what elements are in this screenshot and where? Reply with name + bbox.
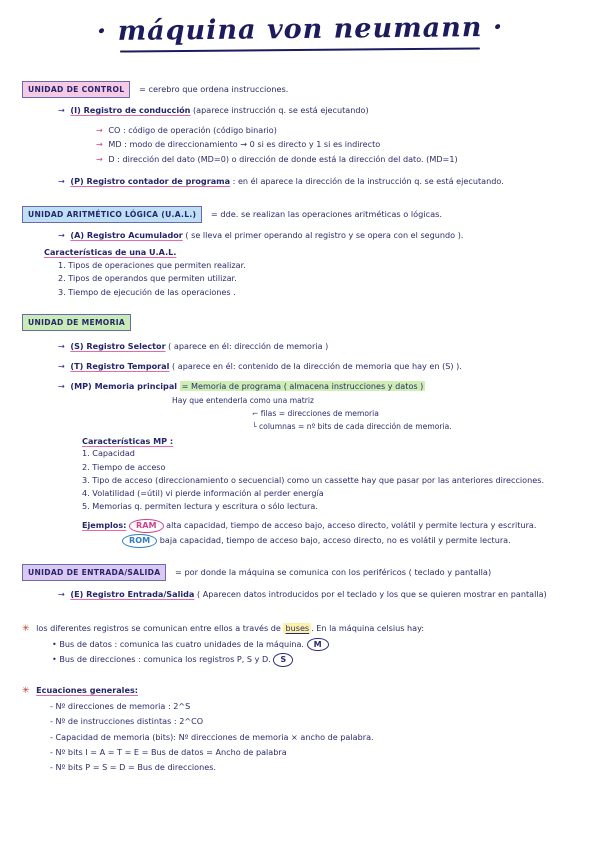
control-item-p-detail: : en él aparece la dirección de la instrucción q. se está ejecutando.	[232, 175, 504, 186]
equations-block	[22, 685, 578, 698]
memory-item-mp	[58, 381, 578, 393]
memory-matrix-rows: ⌐ filas = direcciones de memoria	[252, 408, 379, 418]
buses-intro-post: . En la máquina celsius hay:	[311, 622, 425, 633]
section-io	[22, 564, 578, 581]
control-sub-d-text: D : dirección del dato (MD=0) o dirección de donde está la dirección del dato. (MD=1)	[108, 154, 458, 165]
alu-item-a-detail: ( se lleva el primer operando al registro y se opera con el segundo ).	[185, 229, 464, 240]
equation-4: - Nº bits I = A = T = E = Bus de datos = Ancho de palabra	[50, 746, 287, 757]
alu-item-a-label: (A) Registro Acumulador	[70, 229, 183, 240]
alu-char-3: 3. Tiempo de ejecución de las operaciones .	[58, 286, 236, 297]
control-sub-co	[96, 125, 578, 137]
section-alu	[22, 206, 578, 223]
memory-char-3: 3. Tipo de acceso (direccionamiento o secuencial) como un cassette hay que pasar por las anteriores direcciones.	[82, 474, 545, 485]
section-memory	[22, 314, 578, 331]
alu-characteristics-title: Características de una U.A.L.	[44, 247, 177, 258]
memory-example-ram-text: alta capacidad, tiempo de acceso bajo, acceso directo, volátil y permite lectura y escritura.	[166, 519, 537, 530]
alu-char-2: 2. Tipos de operandos que permiten utilizar.	[58, 273, 237, 284]
alu-characteristics-list	[58, 260, 578, 298]
memory-char-1: 1. Capacidad	[82, 448, 135, 459]
badge-bus-datos: M	[307, 638, 329, 652]
star-icon: ✳	[22, 686, 30, 697]
equation-5: - Nº bits P = S = D = Bus de direcciones.	[50, 762, 216, 773]
badge-unidad-control: UNIDAD DE CONTROL	[22, 81, 130, 98]
bus-direcciones: • Bus de direcciones : comunica los registros P, S y D. S	[52, 653, 578, 667]
control-sub-d	[96, 154, 578, 166]
equation-2: - Nº de instrucciones distintas : 2^CO	[50, 716, 204, 727]
arrow-icon: →	[58, 341, 65, 352]
memory-examples-row-ram	[82, 519, 578, 533]
memory-matrix-note	[172, 395, 578, 432]
badge-rom: ROM	[122, 534, 157, 548]
memory-examples-label: Ejemplos:	[82, 519, 127, 530]
memory-characteristics-list	[82, 448, 578, 513]
alu-definition: = dde. se realizan las operaciones aritméticas o lógicas.	[210, 208, 442, 219]
memory-matrix-cols: └ columnas = nº bits de cada dirección de memoria.	[252, 421, 452, 431]
io-definition: = por donde la máquina se comunica con los periféricos ( teclado y pantalla)	[174, 566, 492, 577]
control-sub-md-text: MD : modo de direccionamiento → 0 si es directo y 1 si es indirecto	[108, 139, 381, 150]
badge-unidad-memoria: UNIDAD DE MEMORIA	[22, 314, 131, 331]
memory-char-2: 2. Tiempo de acceso	[82, 461, 166, 472]
memory-item-mp-detail: = Memoria de programa ( almacena instrucciones y datos )	[181, 380, 424, 391]
equations-list	[50, 701, 578, 774]
equations-title: Ecuaciones generales:	[36, 685, 139, 696]
badge-ram: RAM	[129, 519, 164, 533]
memory-characteristics-title: Características MP :	[82, 435, 174, 446]
memory-matrix-intro: Hay que entenderla como una matriz	[172, 395, 314, 405]
badge-unidad-alu: UNIDAD ARITMÉTICO LÓGICA (U.A.L.)	[22, 206, 202, 223]
memory-item-t-label: (T) Registro Temporal	[70, 361, 170, 372]
control-item-i-detail: (aparece instrucción q. se está ejecutando)	[193, 105, 369, 115]
control-item-i-label: (I) Registro de conducción	[70, 105, 191, 115]
buses-list	[52, 638, 578, 667]
star-icon: ✳	[22, 623, 30, 634]
control-item-p	[58, 176, 578, 188]
control-sub-md	[96, 139, 578, 151]
memory-example-rom-text: baja capacidad, tiempo de acceso bajo, acceso directo, no es volátil y permite lectura.	[159, 535, 511, 546]
arrow-icon: →	[96, 124, 103, 135]
buses-block	[22, 623, 578, 636]
arrow-icon: →	[96, 139, 103, 150]
control-definition: = cerebro que ordena instrucciones.	[139, 84, 289, 94]
alu-item-a	[58, 230, 578, 242]
arrow-icon: →	[58, 229, 65, 240]
arrow-icon: →	[58, 380, 65, 391]
io-item-e-detail: ( Aparecen datos introducidos por el teclado y los que se quieren mostrar en pantalla)	[196, 588, 547, 599]
equation-3: - Capacidad de memoria (bits): Nº direcciones de memoria × ancho de palabra.	[50, 731, 374, 742]
arrow-icon: →	[58, 588, 65, 599]
memory-item-s-detail: ( aparece en él: dirección de memoria )	[168, 341, 329, 352]
section-control	[22, 81, 578, 98]
buses-intro-pre: los diferentes registros se comunican entre ellos a través de	[36, 622, 281, 633]
arrow-icon: →	[58, 361, 65, 372]
memory-item-t-detail: ( aparece en él: contenido de la dirección de memoria que hay en (S) ).	[172, 361, 462, 372]
arrow-icon: →	[58, 175, 65, 186]
io-item-e	[58, 589, 578, 601]
badge-bus-direcciones: S	[273, 653, 293, 667]
buses-intro-mark: buses	[285, 622, 310, 633]
memory-examples-row-rom	[122, 534, 578, 548]
badge-unidad-io: UNIDAD DE ENTRADA/SALIDA	[22, 564, 166, 581]
memory-examples	[82, 519, 578, 548]
arrow-icon: →	[58, 105, 65, 115]
memory-item-s-label: (S) Registro Selector	[70, 341, 166, 352]
bus-datos: • Bus de datos : comunica las cuatro unidades de la máquina. M	[52, 638, 578, 652]
memory-item-s	[58, 341, 578, 353]
memory-char-4: 4. Volatilidad (=útil) vi pierde información al perder energía	[82, 487, 324, 498]
memory-item-t	[58, 361, 578, 373]
control-item-p-label: (P) Registro contador de programa	[70, 175, 231, 186]
notes-content	[0, 51, 600, 787]
io-item-e-label: (E) Registro Entrada/Salida	[70, 588, 195, 599]
memory-char-5: 5. Memorias q. permiten lectura y escritura o sólo lectura.	[82, 501, 318, 512]
equation-1: - Nº direcciones de memoria : 2^S	[50, 701, 191, 712]
control-sub-co-text: CO : código de operación (código binario)	[108, 124, 277, 135]
page-title: · máquina von neumann ·	[96, 11, 504, 48]
arrow-icon: →	[96, 154, 103, 165]
control-item-i	[58, 105, 578, 117]
alu-char-1: 1. Tipos de operaciones que permiten realizar.	[58, 260, 246, 271]
memory-item-mp-label: (MP) Memoria principal	[70, 380, 178, 391]
